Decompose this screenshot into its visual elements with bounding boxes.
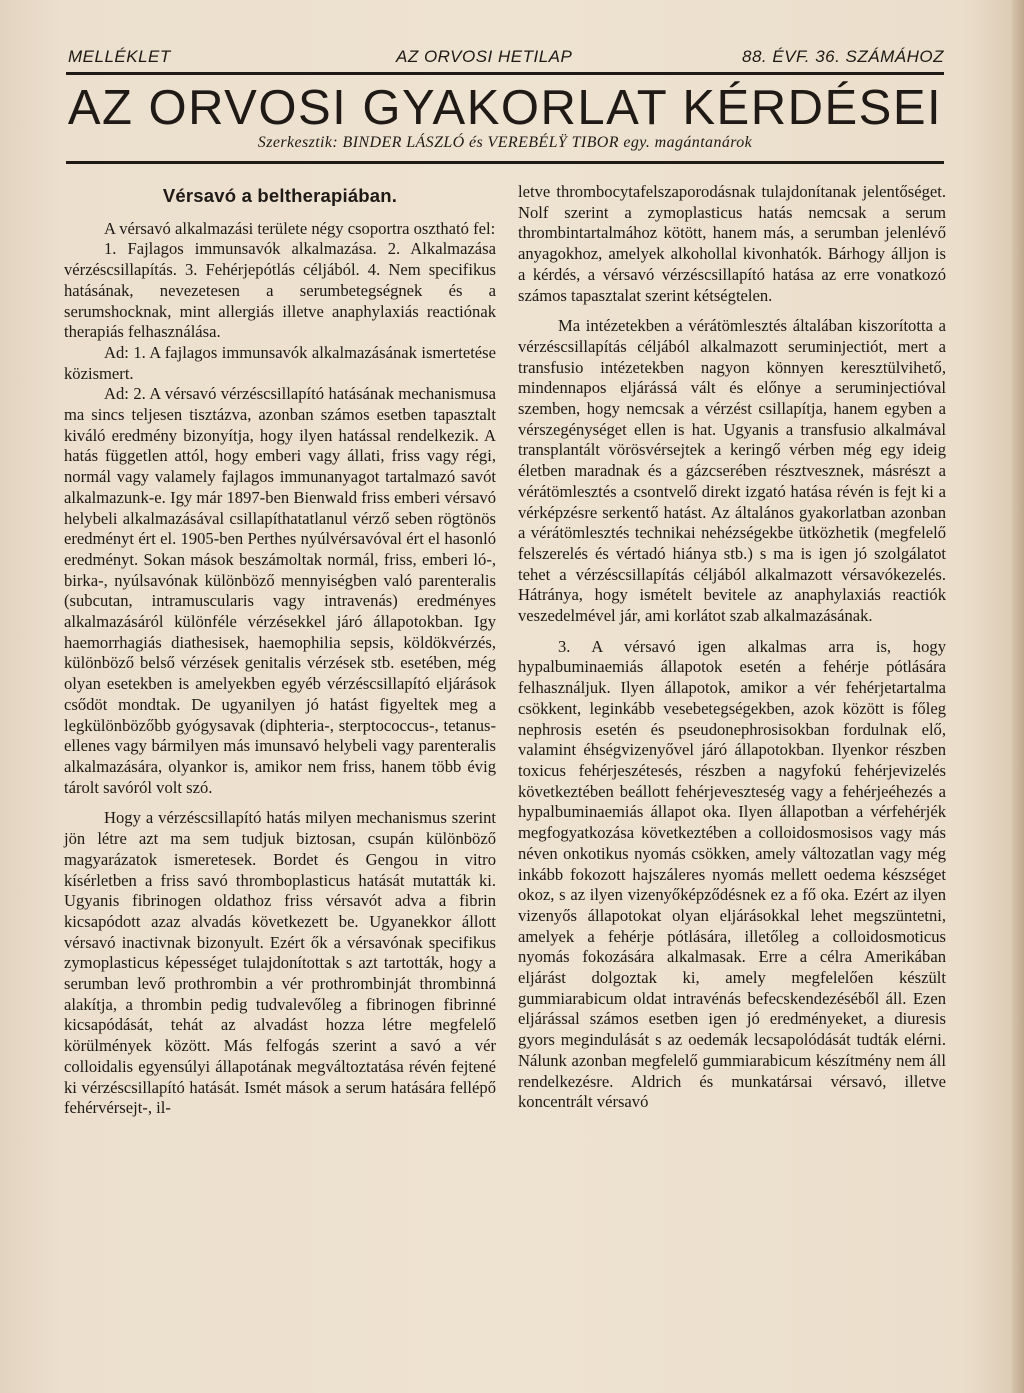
- header-supplement-label: MELLÉKLET: [68, 47, 171, 66]
- masthead-rule: [66, 161, 944, 164]
- paragraph: Hogy a vérzéscsillapító hatás milyen mechanismus szerint jön létre azt ma sem tudjuk biztosan, csupán különböző magyarázatok ismeretesek. Bordet és Gengou in vitro kísérletben a friss savó thromboplasticus hatását mutatták ki. Ugyanis fibrinogen oldathoz friss vérsavót adva a fibrin kicsapódott azaz alvadás következett be. Ugyanekkor állott vérsavó inactivnak bizonyult. Ezért ők a vérsavónak specifikus zymoplasticus képességet tulajdonítottak s azt tartották, hogy a serumban levő prothrombin a vér prothrombinját thrombinná alakítja, a thrombin pedig tudvalevőleg a fibrinogen fibrinné kicsapódását, tehát az alvadást hozza létre megfelelő körülmények között. Más felfogás szerint a savó a vér colloidalis egyensúlyi állapotának megváltoztatása révén fejtené ki vérzéscsillapító hatását. Ismét mások a serum hatására fellépő fehérvérsejt-, il-: [64, 808, 496, 1118]
- paragraph: Ad: 2. A vérsavó vérzéscsillapító hatásának mechanismusa ma sincs teljesen tisztázva, azonban számos esetben tapasztalt kiváló eredmény bizonyítja, hogy ilyen hatással rendelkezik. A hatás független attól, hogy emberi vagy állati, friss vagy régi, normál vagy valamely fajlagos immunanyagot tartalmazó savót alkalmazunk-e. Igy már 1897-ben Bienwald friss emberi vérsavó helybeli alkalmazásával csillapíthatatlanul vérző seben rögtönös eredményt ért el. 1905-ben Perthes nyúlvérsavóval ért el hasonló eredményt. Sokan mások beszámoltak normál, friss, emberi ló-, birka-, nyúlsavónak különböző mennyiségben való parenteralis (subcutan, intramuscularis vagy intravenás) eredményes alkalmazásáról különféle vérzésekkel járó állapotokban. Igy haemorrhagiás diathesisek, haemophilia sepsis, köldökvérzés, különböző belső vérzések genitalis vérzések stb. esetében, még olyan esetekben is amelyekben egyéb vérzéscsillapító eljárások csődöt mondtak. De ugyanilyen jó hatást figyeltek meg a legkülönbözőbb gyógysavak (diphteria-, sterptococcus-, tetanus-ellenes vagy bármilyen más imunsavó helybeli vagy parenteralis alkalmazására, olyankor is, amikor nem friss, hanem több évig tárolt savóról volt szó.: [64, 384, 496, 797]
- masthead-title: AZ ORVOSI GYAKORLAT KÉRDÉSEI: [67, 81, 943, 135]
- paragraph: 1. Fajlagos immunsavók alkalmazása. 2. Alkalmazása vérzéscsillapítás. 3. Fehérjepótlás céljából. 4. Nem specifikus hatásának, nevezetesen a serumbetegségnek és a serumshocknak, mint allergiás illetve anaphylaxiás reactiónak therapiás felhasználása.: [64, 239, 496, 342]
- paragraph: 3. A vérsavó igen alkalmas arra is, hogy hypalbuminaemiás állapotok esetén a fehérje pótlására felhasználjuk. Ilyen állapotok, amikor a vér fehérjetartalma csökkent, leginkább vesebetegségekben, azok között is főleg nephrosis esetén és pseudonephrosisokban fordulnak elő, valamint éhségvizenyővel járó állapotokban. Ilyenkor részben toxicus fehérjeszétesés, részben a nagyfokú fehérjevizelés következtében beállott fehérjeveszteség vagy a fehérjeéhezés a hypalbuminaemiás állapot oka. Ilyen állapotban a vérfehérjék megfogyatkozása következtében a colloidosmosisos vagy más néven onkotikus nyomás csökken, amely változatlan vagy még inkább fokozott hajszáleres nyomás mellett oedema készséget okoz, s az ilyen vizenyőképződésnek ez a fő oka. Ezért az ilyen vizenyős állapotokat olyan eljárásokkal lehet megszüntetni, amelyek a fehérje pótlására, illetőleg a colloidosmoticus nyomás fokozására alkalmasak. Erre a célra Amerikában eljárást dolgoztak ki, amely megfelelően készült gummiarabicum oldat intravénás befecskendezéséből áll. Ezen eljárással számos esetben igen jó eredményeket, a diuresis gyors megindulását s az oedemák lecsapolódását tudták elérni. Nálunk azonban megfelelő gummiarabicum készítmény nem áll rendelkezésre. Aldrich és munkatársai vérsavó, illetve koncentrált vérsavó: [518, 636, 946, 1112]
- running-header: [68, 47, 944, 71]
- paragraph: letve thrombocytafelszaporodásnak tulajdonítanak jelentőséget. Nolf szerint a zymoplasticus hatás nemcsak a serum thrombintartalmához kötött, hanem más, a serumban jelenlévő anyagokhoz, amelyek alkohollal kivonhatók. Bárhogy álljon is a kérdés, a vérsavó vérzéscsillapító hatása az erre vonatkozó számos tapasztalat szerint kétségtelen.: [518, 182, 946, 305]
- header-issue-number: 88. ÉVF. 36. SZÁMÁHOZ: [742, 47, 944, 66]
- paragraph: Ad: 1. A fajlagos immunsavók alkalmazásának ismertetése közismert.: [64, 342, 496, 383]
- paragraph: Ma intézetekben a vérátömlesztés általában kiszorította a vérzéscsillapítás céljából alkalmazott seruminjectiót, mert a transfusio intézetekben nagyon könnyen keresztülvihető, mindennapos eljárássá vált és előnye a seruminjectióval szemben, hogy nemcsak a vérzést csillapítja, hanem egyben a vérszegénységet ellen is hat. Ugyanis a transfusio alkalmával transplantált vörösvérsejtek a keringő vérben még egy ideig életben maradnak és a gázcserében résztvesznek, másrészt a vérátömlesztés a csontvelő direkt izgató hatása révén is fejt ki a vérképzésre serkentő hatást. Az általános gyakorlatban azonban a vérátömlesztés technikai nehézségekbe ütközhetik (megfelelő felszerelés és vértadó hiánya stb.) s ma is igen jó szolgálatot tehet a vérzéscsillapítás céljából alkalmazott vérsavókezelés. Hátránya, hogy ismételt bevitele az anaphylaxiás reactiók veszedelmével jár, ami korlátot szab alkalmazásának.: [518, 316, 946, 626]
- paragraph: A vérsavó alkalmazási területe négy csoportra osztható fel:: [104, 218, 496, 238]
- header-journal-name: AZ ORVOSI HETILAP: [396, 47, 573, 66]
- right-column: [518, 182, 946, 1113]
- article-title: Vérsavó a beltherapiában.: [162, 185, 398, 206]
- header-rule: [66, 72, 944, 75]
- page-edge: [1012, 0, 1024, 1393]
- masthead-editors: Szerkesztik: BINDER LÁSZLÓ és VEREBÉLŸ TIBOR egy. magántanárok: [257, 134, 753, 151]
- left-column: [64, 182, 496, 1119]
